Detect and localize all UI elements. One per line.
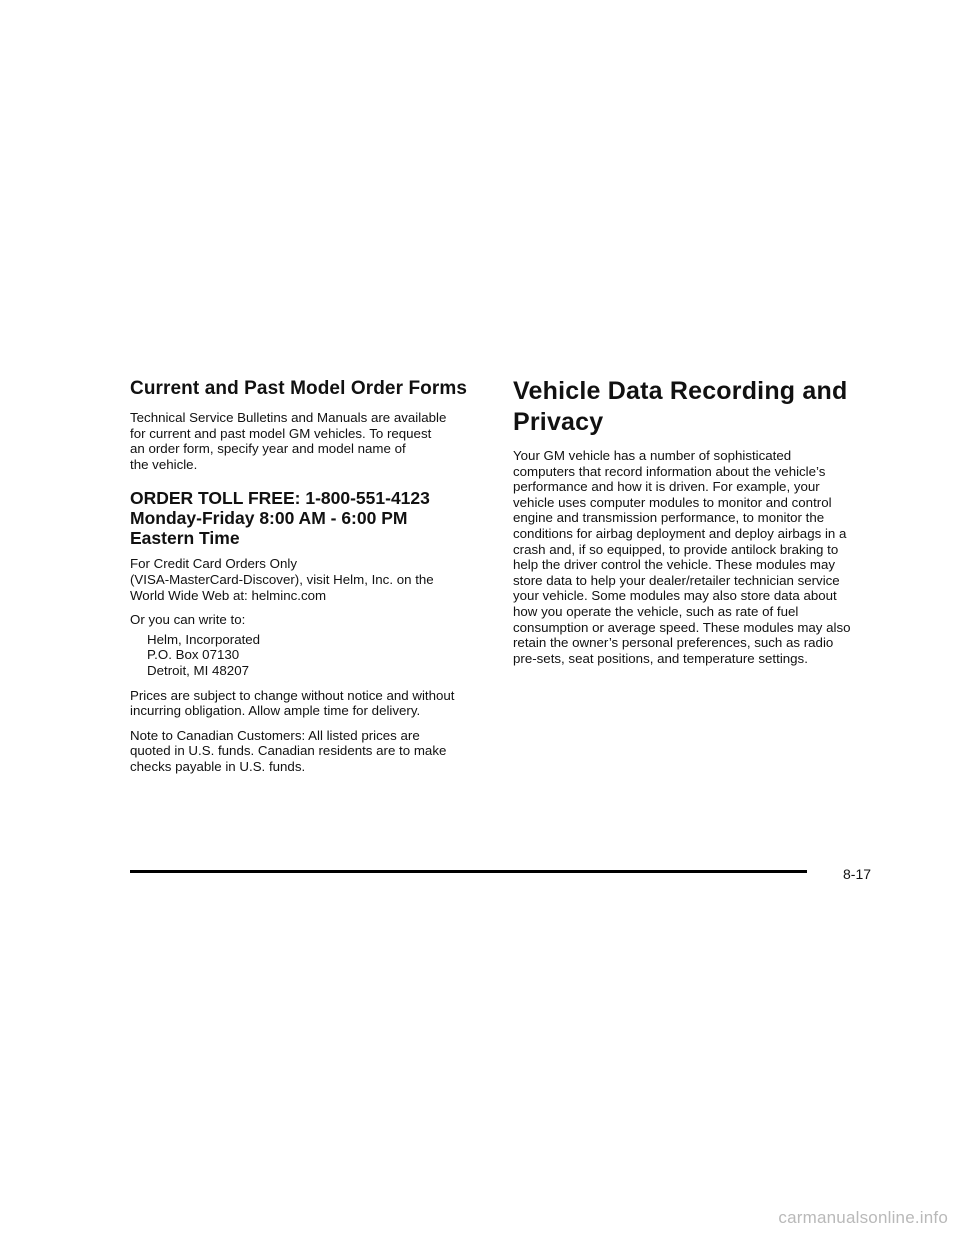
footer-rule xyxy=(130,870,807,873)
vehicle-data-heading: Vehicle Data Recording and Privacy xyxy=(513,377,848,436)
left-column xyxy=(130,378,492,784)
order-toll-free-heading: ORDER TOLL FREE: 1-800-551-4123 Monday-Friday 8:00 AM - 6:00 PM Eastern Time xyxy=(130,488,430,549)
watermark: carmanualsonline.info xyxy=(778,1208,948,1227)
mailing-address: Helm, Incorporated P.O. Box 07130 Detroit, MI 48207 xyxy=(147,631,261,678)
order-forms-heading: Current and Past Model Order Forms xyxy=(130,378,468,399)
write-to-paragraph: Or you can write to: xyxy=(130,612,246,628)
vehicle-data-paragraph: Your GM vehicle has a number of sophisticated computers that record information about the vehicle’s performance and how it is driven. For example, your vehicle uses computer modules to monitor and control engine and transmission performance, to monitor the conditions for airbag deployment and deploy airbags in a crash and, if so equipped, to provide antilock braking to help the driver control the vehicle. These modules may store data to help your dealer/retailer technician service your vehicle. Some modules may also store data about how you operate the vehicle, such as rate of fuel consumption or average speed. These modules may also retain the owner’s personal preferences, such as radio pre-sets, seat positions, and temperature settings. xyxy=(513,448,851,666)
right-column xyxy=(513,376,875,675)
credit-card-paragraph: For Credit Card Orders Only (VISA-MasterCard-Discover), visit Helm, Inc. on the World Wide Web at: helminc.com xyxy=(130,556,434,603)
canadian-customers-paragraph: Note to Canadian Customers: All listed prices are quoted in U.S. funds. Canadian residents are to make checks payable in U.S. funds. xyxy=(130,727,447,774)
page-number: 8-17 xyxy=(843,866,872,882)
prices-paragraph: Prices are subject to change without notice and without incurring obligation. Allow ample time for delivery. xyxy=(130,687,455,719)
intro-paragraph: Technical Service Bulletins and Manuals are available for current and past model GM vehicles. To request an order form, specify year and model name of the vehicle. xyxy=(130,410,447,472)
